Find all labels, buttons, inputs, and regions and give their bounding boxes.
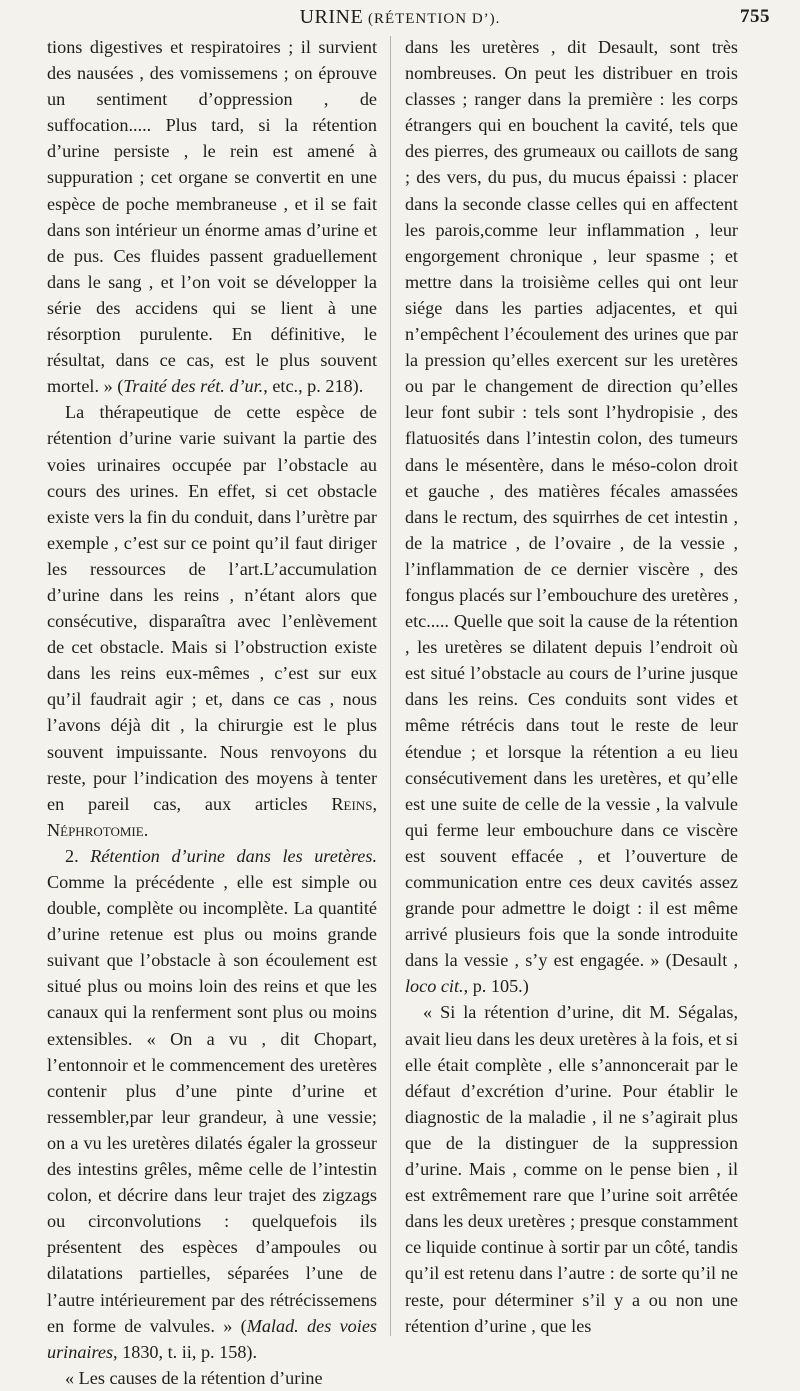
running-title-open: ( (363, 11, 374, 27)
right-column (405, 34, 738, 1344)
paragraph-text: dans les uretères , dit Desault, sont très nombreuses. On peut les distribuer en trois classes ; ranger dans la première : les corps étrangers qui en bouchent la cavité, tels que des pierres, des grumeaux ou caillots de sang ; des vers, du pus, du mucus épaissi : placer dans la seconde classe celles qui en affectent les parois,comme leur inflammation , leur engorgement chronique , leur spasme ; et mettre dans la troisième celles qui ont leur siége dans les parties adjacentes, et qui n’empêchent l’écoulement des urines que par la pression qu’elles exercent sur les uretères ou par le changement de direction qu’elles leur font subir : tels sont l’hydropisie , des flatuosités dans l’intestin colon, des tumeurs dans le mésentère, dans le méso-colon droit et gauche , des matières fécales amassées dans le rectum, des squirrhes de cet intestin , de la matrice , de l’ovaire , de la vessie , l’inflammation de ce dernier viscère , des fongus placés sur l’embouchure des uretères , etc..... Quelle que soit la cause de la rétention , les uretères se dilatent depuis l’endroit où est situé l’obstacle au cours de l’urine jusque dans les reins. Ces conduits sont vides et même rétrécis dans tout le reste de leur étendue ; et lorsque la rétention a eu lieu consécutivement dans les uretères, et qu’elle est une suite de celle de la vessie , la valvule qui ferme leur embouchure dans ce viscère est souvent effacée , et l’ouverture de communication entre ces deux cavités assez grande pour admettre le doigt : il est même arrivé plusieurs fois que la sonde introduite dans la vessie , s’y est engagée. » (Desault , (405, 37, 738, 971)
paragraph (47, 34, 377, 399)
citation: Malad. des voies urinaires (47, 1315, 377, 1362)
left-column (47, 34, 378, 1388)
section-number: 2. (65, 845, 91, 866)
paragraph-text: tions digestives et respiratoires ; il survient des nausées , des vomissemens ; on éprouve un sentiment d’oppression , de suffocation..... Plus tard, si la rétention d’urine persiste , le rein est amené à suppuration ; cet organe se convertit en une espèce de poche membraneuse , et il se fait dans son intérieur un énorme amas d’urine et de pus. Ces fluides passent graduellement dans le sang , et l’on voit se développer la série des accidens qui se lient à une résorption purulente. En définitive, le résultat, dans ce cas, est le plus souvent mortel. » ( (47, 37, 377, 397)
paragraph (405, 999, 738, 1338)
paragraph-text: , p. 105.) (463, 976, 529, 997)
cross-reference: Reins (331, 793, 373, 814)
running-title (0, 6, 800, 29)
paragraph-text: . (143, 819, 149, 840)
page-number: 755 (740, 6, 770, 27)
running-header (0, 6, 800, 36)
cross-reference: Néphrotomie (47, 819, 144, 840)
paragraph-text: , 1830, t. ii, p. 158). (113, 1341, 258, 1362)
running-title-close: D’). (467, 11, 501, 27)
paragraph (405, 34, 738, 999)
citation: Traité des rét. d’ur. (123, 376, 264, 397)
citation: loco cit. (405, 976, 464, 997)
paragraph-text: « Les causes de la rétention d’urine (65, 1367, 323, 1388)
paragraph-text: , etc., p. 218). (263, 376, 364, 397)
paragraph-text: « Si la rétention d’urine, dit M. Ségalas, avait lieu dans les deux uretères à la fois, et si elle était complète , elle s’annoncerait par le défaut d’excrétion d’urine. Pour établir le diagnostic de la maladie , il ne s’agirait plus que de la distinguer de la suppression d’urine. Mais , comme on le pense bien , il est extrêmement rare que l’urine soit arrêtée dans les deux uretères ; presque constamment ce liquide continue à sortir par un côté, tandis qu’il est retenu dans l’autre : de sorte qu’il ne reste, pour déterminer s’il y a ou non une rétention d’urine , que les (405, 1002, 738, 1336)
running-title-sub: RÉTENTION (373, 11, 468, 27)
section-title: Rétention d’urine dans les uretères. (90, 845, 378, 866)
paragraph-text: Comme la précédente , elle est simple ou double, complète ou incomplète. La quantité d’urine retenue est plus ou moins grande suivant que l’obstacle à son écoulement est situé plus ou moins loin des reins et que les canaux qui la renferment sont plus ou moins extensibles. « On a vu , dit Chopart, l’entonnoir et le commencement des uretères contenir plus d’une pinte d’urine et ressembler,par leur grandeur, à une vessie; on a vu les uretères dilatés égaler la grosseur des intestins grêles, même celle de l’intestin colon, et décrire dans leur trajet des zigzags ou circonvolutions : quelquefois ils présentent des espèces d’ampoules ou dilatations partielles, séparées l’une de l’autre intérieurement par des rétrécissemens en forme de valvules. » ( (47, 872, 377, 1336)
separator: , (372, 793, 377, 814)
column-rule (390, 36, 391, 1336)
paragraph-text: La thérapeutique de cette espèce de rétention d’urine varie suivant la partie des voies urinaires occupée par l’obstacle au cours des urines. En effet, si cet obstacle existe vers la fin du conduit, dans l’urètre par exemple , c’est sur ce point qu’il faut diriger les ressources de l’art.L’accumulation d’urine dans les reins , n’étant alors que consécutive, disparaîtra avec l’enlèvement de cet obstacle. Mais si l’obstruction existe dans les reins eux-mêmes , c’est sur eux qu’il faudrait agir ; et, dans ce cas , nous l’avons déjà dit , la chirurgie est le plus souvent impuissante. Nous renvoyons du reste, pour l’indication des moyens à tenter en pareil cas, aux articles (47, 402, 377, 814)
running-title-main: URINE (299, 6, 364, 28)
paragraph (47, 1365, 377, 1391)
paragraph (47, 843, 377, 1365)
paragraph (47, 399, 377, 843)
